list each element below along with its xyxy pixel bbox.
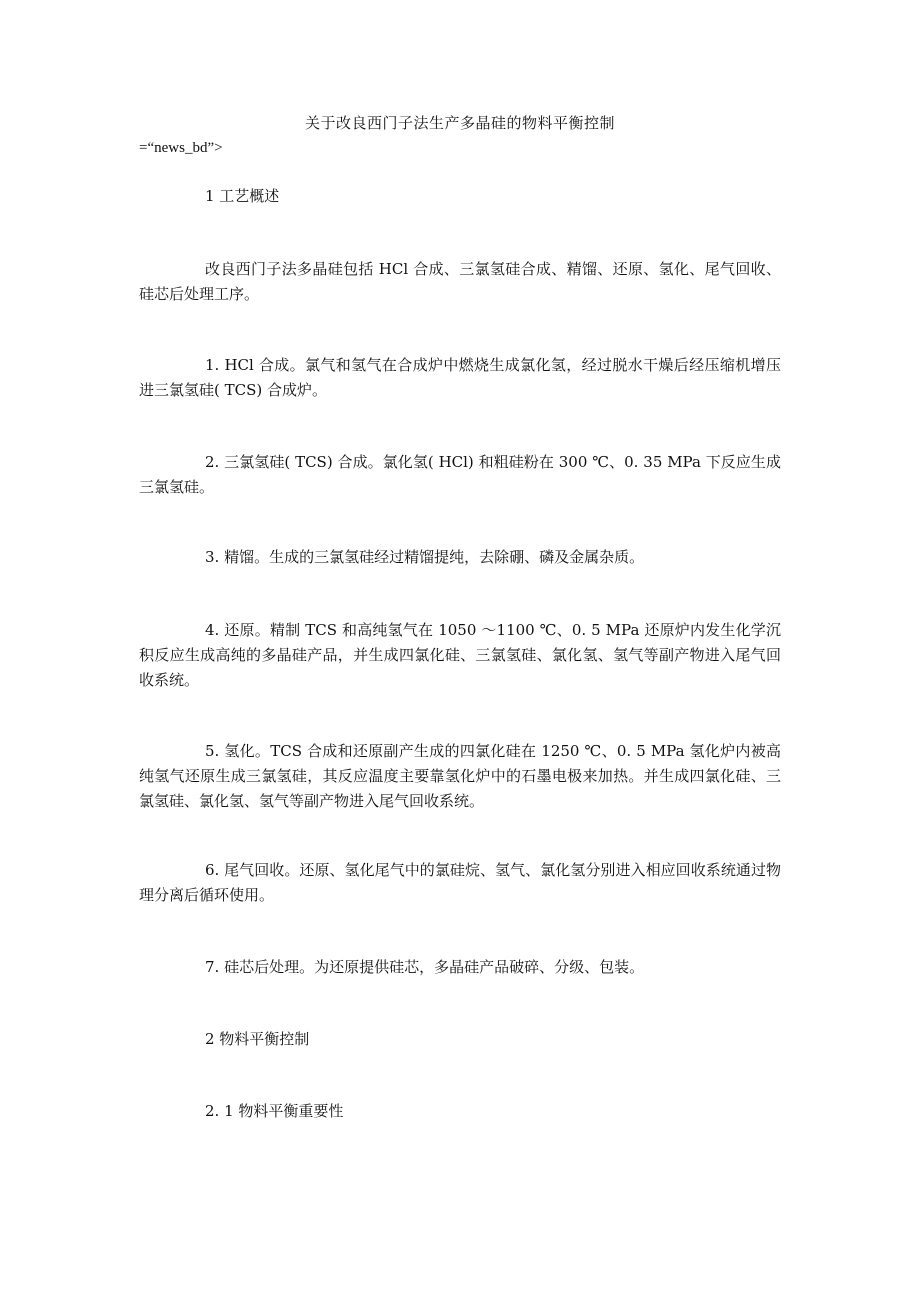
paragraph-overview: 改良西门子法多晶硅包括 HCl 合成、三氯氢硅合成、精馏、还原、氢化、尾气回收、硅芯后处理工序。 [139, 260, 781, 303]
document-title: 关于改良西门子法生产多晶硅的物料平衡控制 [304, 114, 615, 132]
section-heading-1: 1 工艺概述 [205, 187, 280, 205]
subsection-heading-2-1: 2. 1 物料平衡重要性 [205, 1102, 344, 1120]
paragraph-step-1: 1. HCl 合成。氯气和氢气在合成炉中燃烧生成氯化氢，经过脱水干燥后经压缩机增压进三氯氢硅( TCS) 合成炉。 [139, 356, 781, 399]
paragraph-step-7: 7. 硅芯后处理。为还原提供硅芯，多晶硅产品破碎、分级、包装。 [205, 958, 645, 976]
paragraph-step-2: 2. 三氯氢硅( TCS) 合成。氯化氢( HCl) 和粗硅粉在 300 ℃、0. 35 MPa 下反应生成三氯氢硅。 [139, 453, 781, 496]
paragraph-step-5: 5. 氢化。TCS 合成和还原副产生成的四氯化硅在 1250 ℃、0. 5 MPa 氢化炉内被高纯氢气还原生成三氯氢硅，其反应温度主要靠氢化炉中的石墨电极来加热。并生成四氯化硅、三氯氢硅、氯化氢、氢气等副产物进入尾气回收系统。 [139, 742, 781, 810]
paragraph-step-4: 4. 还原。精制 TCS 和高纯氢气在 1050 ～1100 ℃、0. 5 MPa 还原炉内发生化学沉积反应生成高纯的多晶硅产品，并生成四氯化硅、三氯氢硅、氯化氢、氢气等副产物进入尾气回收系统。 [139, 621, 781, 689]
paragraph-step-3: 3. 精馏。生成的三氯氢硅经过精馏提纯，去除硼、磷及金属杂质。 [205, 548, 645, 566]
section-heading-2: 2 物料平衡控制 [205, 1030, 310, 1048]
paragraph-step-6: 6. 尾气回收。还原、氢化尾气中的氯硅烷、氢气、氯化氢分别进入相应回收系统通过物理分离后循环使用。 [139, 861, 781, 904]
html-artifact-text: =“news_bd”> [139, 140, 223, 156]
